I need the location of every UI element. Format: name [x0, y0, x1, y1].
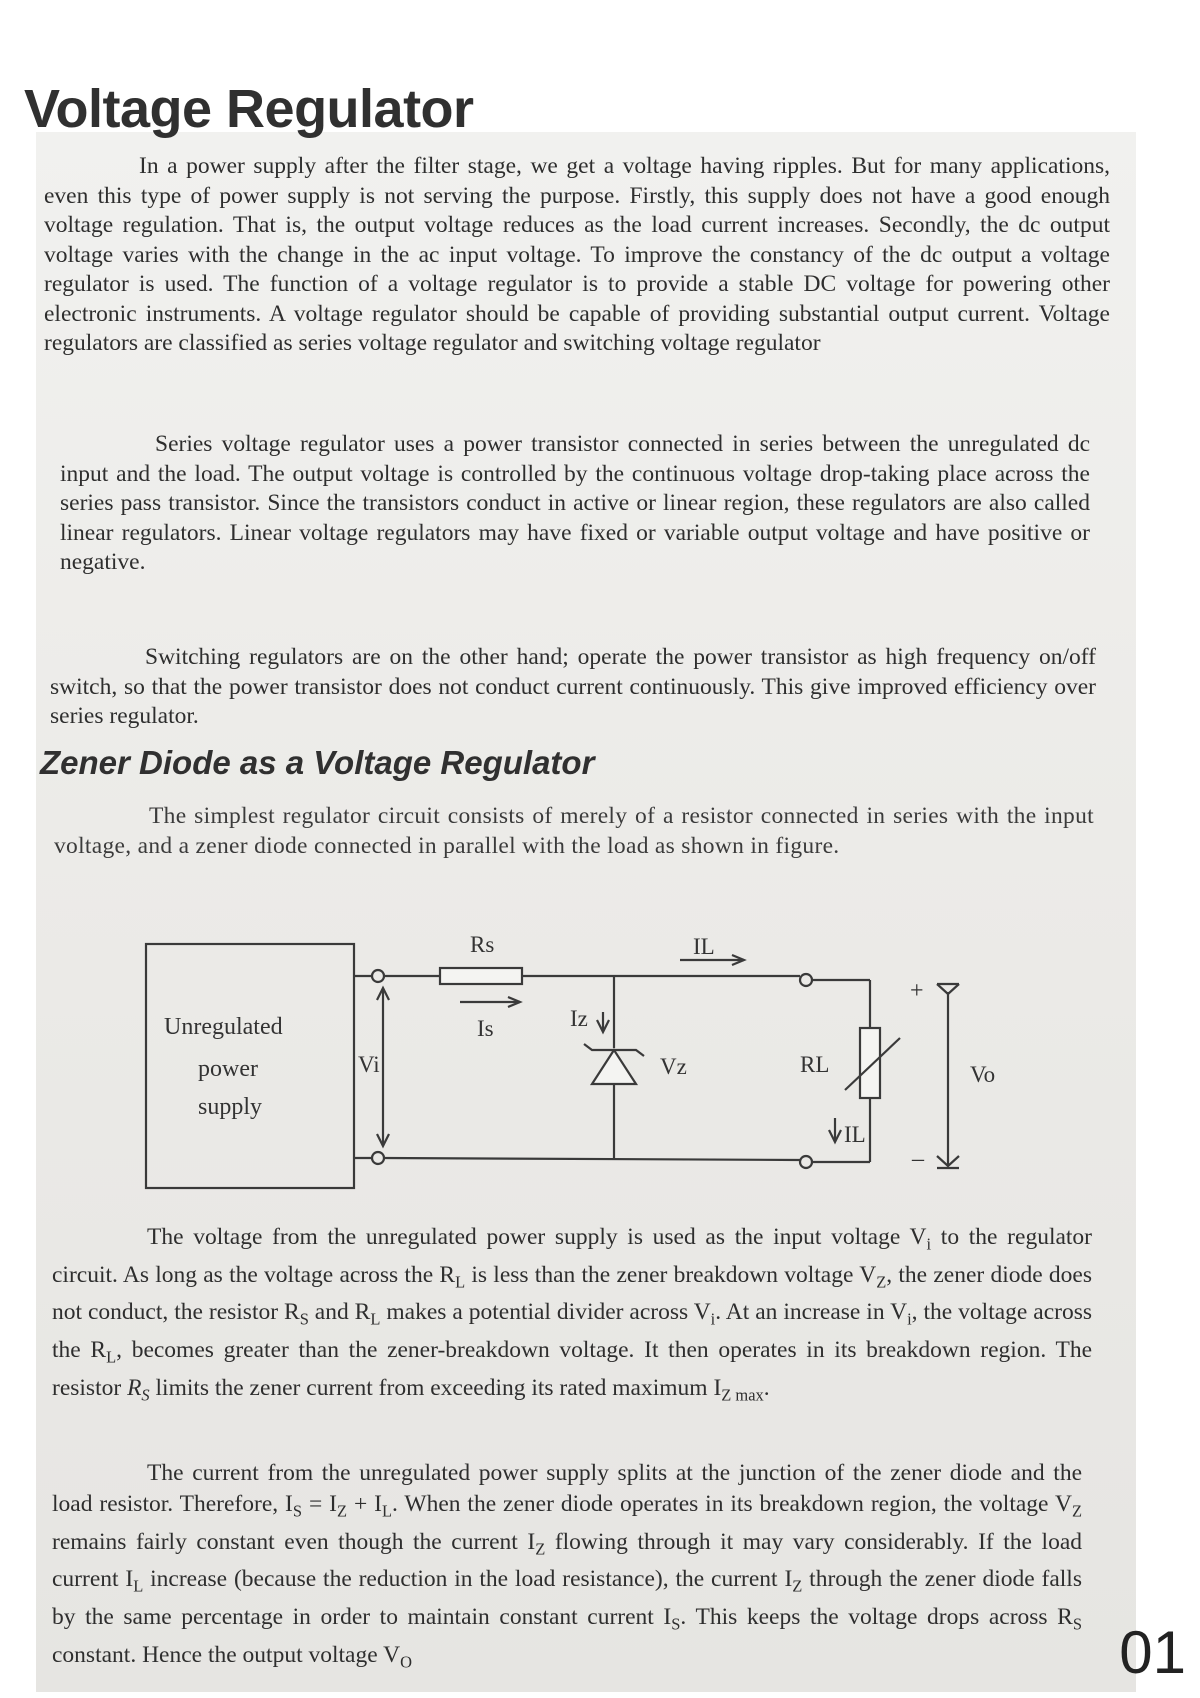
input-terminal-bottom — [372, 1152, 384, 1164]
paragraph-intro: In a power supply after the filter stage, we get a voltage having ripples. But for many applications, even this type of power supply is not serving the purpose. Firstly, this supply does not have a good enough voltage regulation. That is, the output voltage reduces as the load current increases. Secondly, the dc output voltage varies with the change in the ac input voltage. To improve the constancy of the dc output a voltage regulator is used. The function of a voltage regulator is to provide a stable DC voltage for powering other electronic instruments. A voltage regulator should be capable of providing substantial output current. Voltage regulators are classified as series voltage regulator and switching voltage regulator — [44, 153, 1110, 356]
input-terminal-top — [372, 970, 384, 982]
paragraph-zener-intro: The simplest regulator circuit consists of merely of a resistor connected in series with the input voltage, and a zener diode connected in parallel with the load as shown in figure. — [54, 803, 1094, 859]
label-vi: Vi — [358, 1052, 380, 1077]
box-label-line3: supply — [198, 1094, 263, 1120]
label-vo: Vo — [970, 1062, 996, 1087]
box-label-line2: power — [198, 1056, 258, 1082]
page-number: 01 — [1119, 1619, 1186, 1686]
label-minus: _ — [912, 1138, 924, 1164]
zener-regulator-circuit-diagram — [140, 920, 1040, 1210]
label-il-top: IL — [693, 934, 715, 959]
paragraph-series-regulator: Series voltage regulator uses a power transistor connected in series between the unregulated dc input and the load. The output voltage is controlled by the continuous voltage drop-taking place across the series pass transistor. Since the transistors conduct in active or linear region, these regulators are also called linear regulators. Linear voltage regulators may have fixed or variable output voltage and have positive or negative. — [60, 431, 1090, 575]
page-title: Voltage Regulator — [24, 79, 474, 139]
output-terminal-top — [800, 974, 812, 986]
label-il-bottom: IL — [844, 1122, 866, 1147]
label-is: Is — [477, 1016, 494, 1041]
label-plus: + — [910, 978, 924, 1004]
label-iz: Iz — [570, 1006, 588, 1031]
box-label-line1: Unregulated — [164, 1014, 283, 1040]
output-terminal-bottom — [800, 1156, 812, 1168]
paragraph-switching-regulator: Switching regulators are on the other hand; operate the power transistor as high frequency on/off switch, so that the power transistor does not conduct current continuously. This give improved efficiency over series regulator. — [50, 644, 1096, 729]
zener-diode-symbol — [592, 1050, 636, 1084]
label-rs: Rs — [470, 932, 495, 957]
resistor-rs — [440, 968, 522, 984]
section-title: Zener Diode as a Voltage Regulator — [40, 744, 595, 781]
label-rl: RL — [800, 1052, 830, 1077]
paragraph-regulator-operation: The voltage from the unregulated power supply is used as the input voltage $V_i$ to the regulator circuit. As long as the voltage across the $R_L$ is less than the zener breakdown voltage $V_Z$, the zener diode does not conduct, the resistor $R_S$ and $R_L$ makes a potential divider across $V_i$. At an increase in $V_i$, the voltage across the $R_L$, becomes greater than the zener-breakdown voltage. It then operates in its breakdown region. The resistor $R_S$ limits the zener current from exceeding its rated maximum $I_{Z max}$. — [52, 1224, 1093, 1405]
paragraph-current-splitting: The current from the unregulated power supply splits at the junction of the zener diode and the load resistor. Therefore, $I_S = I_Z + I_L$. When the zener diode operates in its breakdown region, the voltage $V_Z$ remains fairly constant even though the current $I_Z$ flowing through it may vary considerably. If the load current $I_L$ increase (because the reduction in the load resistance), the current $I_Z$ through the zener diode falls by the same percentage in order to maintain constant current $I_S$. This keeps the voltage drops across $R_S$ constant. Hence the output voltage $V_O$ — [52, 1460, 1082, 1672]
label-vz: Vz — [660, 1054, 687, 1079]
load-resistor-rl — [860, 1028, 880, 1098]
